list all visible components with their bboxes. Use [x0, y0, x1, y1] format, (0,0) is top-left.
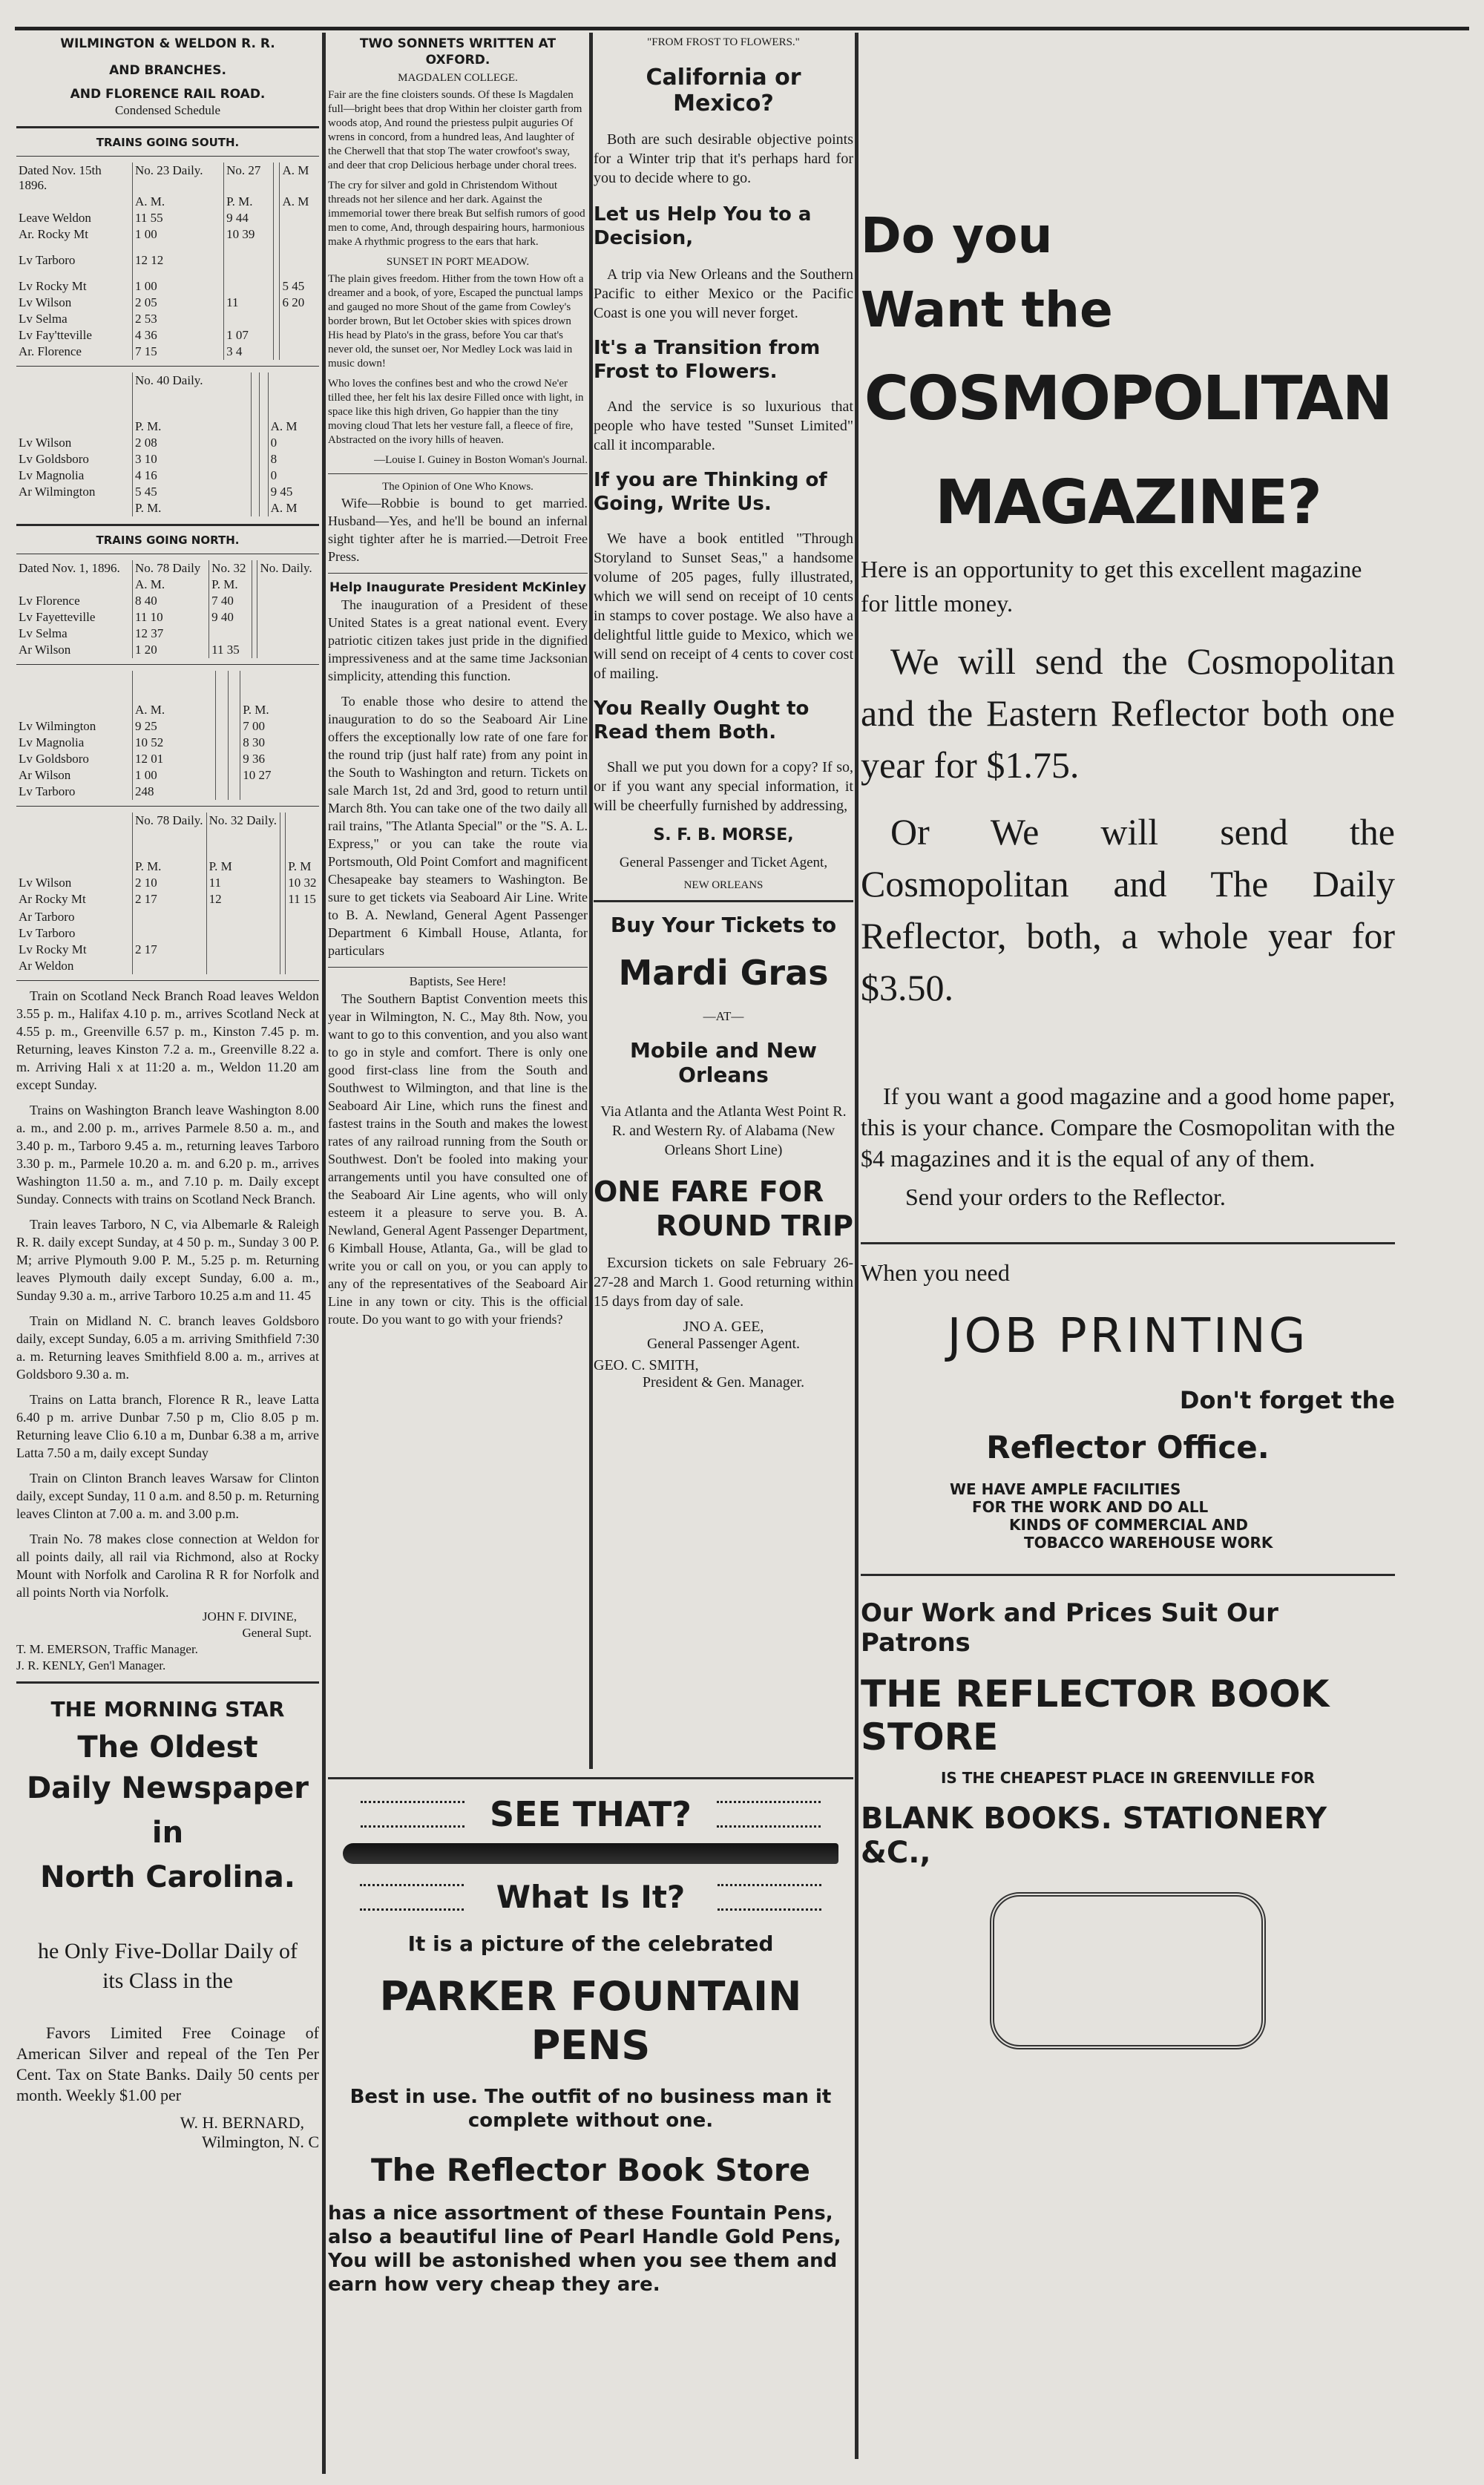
cell: 0 [270, 436, 278, 450]
cosmo-title: COSMOPOLITAN [864, 364, 1392, 434]
pen-ad-body: Best in use. The outfit of no business man it complete without one. [349, 2086, 832, 2132]
railroad-note: Train on Scotland Neck Branch Road leaves Weldon 3.55 p. m., Halifax 4.10 p. m., arrives Scotland Neck at 4.55 p. m., Greenville 6.57 p. m., Kinston 7.45 p. m. Returning, leaves Kinston 7.2 a. m., Greenville 8.22 a. m. Arriving Hali x at 11:20 a. m., Weldon 11.20 am except Sunday. [16, 988, 319, 1092]
cell: Ar Wilmington [16, 484, 133, 500]
cell: Lv Rocky Mt [16, 942, 133, 958]
cell: Lv Goldsboro [16, 451, 133, 467]
cell: Lv Magnolia [16, 735, 133, 751]
cell [280, 311, 319, 327]
cell: Lv Fayetteville [16, 609, 133, 626]
job-printing-line-4: TOBACCO WAREHOUSE WORK [1024, 1534, 1273, 1552]
cell: 5 45 [282, 279, 305, 293]
south-col-1: No. 27 [224, 163, 274, 194]
cell: Lv Selma [16, 626, 133, 642]
north-col-1: No. 32 [209, 560, 252, 577]
mardi-gras-cities: Mobile and New Orleans [630, 1038, 817, 1087]
south-col-0: No. 23 Daily. [133, 163, 224, 194]
north-timetable-2 [16, 671, 319, 800]
mardi-gras-route: Via Atlanta and the Atlanta West Point R. R. and Western Ry. of Alabama (New Orleans Short Line) [600, 1103, 847, 1158]
pen-ad-body-2: has a nice assortment of these Fountain Pens, also a beautiful line of Pearl Handle Gold Pens, You will be astonished when you see them and earn how very cheap they are. [328, 2202, 841, 2296]
cell: 9 40 [209, 609, 252, 626]
mardi-gras-at: —AT— [703, 1009, 744, 1023]
sonnet-signature: —Louise I. Guiney in Boston Woman's Journal. [374, 454, 588, 466]
railroad-note: Trains on Washington Branch leave Washington 8.00 a. m., and 2.00 p. m., arrives Parmele 8.50 a. m., and 3.40 p. m., Tarboro 9.45 a. m., returning leaves Tarboro 3.30 p. m., Parmele 10.20 a. m. and 6.20 p. m., arrives Washington 11.50 a. m., and 7.10 p. m. Daily except Sunday. Connects with trains on Scotland Neck Branch. [16, 1103, 319, 1207]
cell: Lv Goldsboro [16, 751, 133, 767]
sonnet-2-title: SUNSET IN PORT MEADOW. [386, 256, 530, 268]
railroad-note: Train on Clinton Branch leaves Warsaw for Clinton daily, except Sunday, 11 0 a.m. and 8.50 p. m. Returning leaves Clinton at 7.00 a. m. and 3.00 p.m. [16, 1471, 319, 1521]
cosmo-headline-2: Want the [861, 281, 1113, 338]
bookstore-products: BLANK BOOKS. STATIONERY &C., [861, 1802, 1327, 1870]
mardi-gras-fare: ONE FARE FOR [594, 1175, 824, 1208]
cell: 3 4 [224, 344, 274, 360]
cell: 2 05 [133, 295, 224, 311]
cell: P. M. [133, 418, 252, 435]
job-printing-title: JOB PRINTING [947, 1309, 1309, 1364]
bookstore-subtitle: IS THE CHEAPEST PLACE IN GREENVILLE FOR [940, 1769, 1315, 1787]
cell: 1 07 [224, 327, 274, 344]
star-headline-2: Daily Newspaper in [26, 1771, 309, 1850]
sonnet-1-title: MAGDALEN COLLEGE. [398, 72, 518, 84]
travel-h4: If you are Thinking of Going, Write Us. [594, 469, 827, 515]
star-city: Wilmington, N. C [201, 2133, 319, 2151]
bleed-through-margin [1399, 36, 1480, 2462]
ornament-left-2 [360, 1884, 464, 1911]
cell: 248 [133, 784, 216, 800]
cell: P. M. [133, 859, 207, 875]
travel-h5: You Really Ought to Read them Both. [594, 697, 810, 743]
mardi-gras-sign-smith: GEO. C. SMITH, [594, 1357, 699, 1373]
travel-tagline: "FROM FROST TO FLOWERS." [647, 36, 800, 48]
cell: 7 40 [209, 593, 252, 609]
cell: 6 20 [282, 295, 305, 309]
star-body: Favors Limited Free Coinage of American Silver and repeal of the Ten Per Cent. Tax on State Banks. Daily 50 cents per month. Weekly $1.00 per [16, 2023, 319, 2104]
inauguration-body: The inauguration of a President of these United States is a great national event. Every patriotic citizen takes just pride in the dignified impressiveness and at the same time Jacksonian simplicity, attending this function. [328, 597, 588, 683]
railroad-schedule-label: Condensed Schedule [114, 103, 221, 117]
job-printing-office: Reflector Office. [986, 1429, 1270, 1465]
cell: Ar. Rocky Mt [16, 226, 133, 243]
travel-signature-title: General Passenger and Ticket Agent, [619, 855, 828, 870]
cosmo-body-1: Here is an opportunity to get this excellent magazine for little money. [861, 556, 1362, 617]
cell: Lv Florence [16, 593, 133, 609]
cell: A. M [282, 194, 309, 209]
column-divider-3 [855, 33, 858, 2459]
cell: P. M. [209, 577, 252, 593]
cell: 3 10 [133, 451, 252, 467]
cell [280, 243, 319, 269]
cell: 2 08 [133, 435, 252, 451]
cell: 1 00 [133, 226, 224, 243]
cell: Ar. Florence [16, 344, 133, 360]
job-printing-line-2: FOR THE WORK AND DO ALL [972, 1498, 1209, 1516]
south2-col-0: No. 40 Daily. [133, 372, 252, 418]
cell: A. M [270, 501, 298, 515]
railroad-subtitle: AND BRANCHES. [109, 63, 226, 78]
cell: 1 20 [133, 642, 209, 658]
railroad-note: Train on Midland N. C. branch leaves Goldsboro daily, except Sunday, 6.05 a m. arriving Smithfield 7:30 a. m. Returning leaves Smithfield 8.00 a. m., arrives at Goldsboro 9.30 a. m. [16, 1313, 319, 1382]
cell: Ar Rocky Mt [16, 891, 133, 907]
ornament-right [717, 1801, 821, 1828]
sonnet-2b: Who loves the confines best and who the crowd Ne'er tilled thee, her felt his lax desire Filled once with light, in space like this high driven, Go happier than the tiny moving cloud That lets her vesture fall, a fleece of fire, Abstracted on the ivory hills of heaven. [328, 378, 584, 446]
cell: 11 35 [209, 642, 252, 658]
south-timetable-2 [16, 372, 319, 516]
travel-h3: It's a Transition from Frost to Flowers. [594, 337, 821, 383]
cell: 11 55 [133, 210, 224, 226]
mardi-gras-sign-gee-title: General Passenger Agent. [646, 1336, 801, 1352]
cell [280, 327, 319, 344]
column-divider-2 [589, 33, 593, 1769]
cell [16, 418, 133, 435]
pen-ad-intro: It is a picture of the celebrated [407, 1931, 774, 1956]
cell: 1 00 [133, 269, 224, 295]
north-timetable-3 [16, 813, 319, 974]
cell: A. M. [133, 194, 224, 210]
opinion-title: The Opinion of One Who Knows. [382, 481, 533, 493]
pen-ad-headline: SEE THAT? [490, 1794, 692, 1834]
job-printing-line-1: WE HAVE AMPLE FACILITIES [950, 1480, 1181, 1498]
fountain-pen-ad [328, 1770, 853, 2475]
decorative-flourish [990, 1892, 1266, 2049]
cell: Lv Rocky Mt [16, 269, 133, 295]
north-title: TRAINS GOING NORTH. [96, 534, 240, 547]
job-printing-intro: When you need [861, 1259, 1010, 1286]
cell [224, 269, 274, 295]
cell: Lv Fay'tteville [16, 327, 133, 344]
cell: 11 15 [288, 892, 316, 906]
cell: 11 [206, 875, 280, 891]
inauguration-title: Help Inaugurate President McKinley [329, 580, 587, 595]
cell: A. M. [133, 702, 216, 718]
cell: 0 [270, 468, 278, 482]
cell: A. M. [133, 577, 209, 593]
inauguration-body-2: To enable those who desire to attend the inauguration to do so the Seaboard Air Line offers the exceptionally low rate of one fare for the round trip (just half rate) from any point in the South to Washington and return. Tickets on sale March 1st, 2d and 3rd, good to return until March 8th. You can take one of the two daily all rail trains, "The Atlanta Special" or the "S. A. L. Express," or you can take the route via Portsmouth, Old Point Comfort and magnificent Chesapeake bay steamers to Washington. Be sure to get tickets via Seaboard Air Line. Write to B. A. Newland, General Agent Passenger Department 6 Kimball House, Atlanta, for particulars [328, 694, 588, 958]
railroad-note: Train No. 78 makes close connection at Weldon for all points daily, all rail via Richmond, also at Rocky Mount with Norfolk and Carolina R R for Norfolk and all points North via Norfolk. [16, 1532, 319, 1600]
cell: Ar Wilson [16, 642, 133, 658]
cell: Lv Selma [16, 311, 133, 327]
star-headline-3: North Carolina. [40, 1860, 295, 1894]
south-timetable [16, 163, 319, 360]
fountain-pen-illustration [343, 1843, 838, 1864]
travel-p1: Both are such desirable objective points for a Winter trip that it's perhaps hard for you to decide where to go. [594, 131, 853, 186]
cell: Lv Tarboro [16, 784, 133, 800]
north3-col-1: No. 32 Daily. [206, 813, 280, 859]
cell [16, 194, 133, 210]
cell: 5 45 [133, 484, 252, 500]
pen-ad-store: The Reflector Book Store [371, 2152, 810, 2188]
cell: 4 16 [133, 467, 252, 484]
cell: 9 36 [243, 752, 265, 766]
mardi-gras-round-trip: ROUND TRIP [655, 1209, 853, 1242]
south-col-3: A. M [282, 163, 309, 177]
star-body-2: its Class in the [102, 1969, 233, 1993]
cell: 10 39 [224, 226, 274, 243]
cell: 2 10 [133, 875, 207, 891]
cell: 10 32 [288, 876, 317, 890]
cell: P. M [288, 859, 312, 873]
sonnet-2: The plain gives freedom. Hither from the town How oft a dreamer and a book, of yore, Escaped the punctual lamps and gauged no more Shout of the game from Cowley's border brown, But let October skies with spices drown His head by Plato's in the grass, before You car that's never old, the sunset oer, Nor Medley Lock was laid in music down! [328, 273, 584, 370]
cosmo-body-2: If you want a good magazine and a good home paper, this is your chance. Compare the Cosmopolitan with the $4 magazines and it is the equal of any of them. [861, 1083, 1395, 1172]
cell: Lv Wilson [16, 875, 133, 891]
signature-kenly: J. R. KENLY, Gen'l Manager. [16, 1658, 166, 1672]
south-dated: Dated Nov. 15th 1896. [16, 163, 133, 194]
cell: 8 30 [243, 735, 265, 749]
job-printing-reminder: Don't forget the [1179, 1386, 1395, 1414]
sonnet-title: TWO SONNETS WRITTEN AT OXFORD. [359, 36, 556, 68]
cell [280, 210, 319, 226]
travel-p2: A trip via New Orleans and the Southern Pacific to either Mexico or the Pacific Coast is one you will never forget. [594, 266, 853, 321]
cell: Ar Wilson [16, 767, 133, 784]
north-col-3: No. Daily. [260, 561, 312, 575]
mardi-gras-sign-gee: JNO A. GEE, [683, 1319, 764, 1335]
cosmo-body-3: Send your orders to the Reflector. [905, 1184, 1226, 1210]
cell: Lv Wilmington [16, 718, 133, 735]
cell: 4 36 [133, 327, 224, 344]
cell: 2 17 [133, 942, 207, 958]
railroad-title: WILMINGTON & WELDON R. R. [60, 36, 275, 51]
cell: 12 12 [133, 243, 224, 269]
pen-ad-brand: PARKER FOUNTAIN PENS [379, 1973, 802, 2069]
opinion-body: Wife—Robbie is bound to get married. Husband—Yes, and he'll be bound an infernal sight tighter after he is married.—Detroit Free Press. [328, 496, 588, 564]
signature-emerson: T. M. EMERSON, Traffic Manager. [16, 1642, 198, 1656]
cell: P. M. [224, 194, 274, 210]
mardi-gras-title: Mardi Gras [618, 953, 829, 993]
signature-divine-title: General Supt. [242, 1626, 312, 1640]
cell [280, 226, 319, 243]
job-printing-line-3: KINDS OF COMMERCIAL AND [1009, 1516, 1248, 1534]
cell: 9 25 [133, 718, 216, 735]
cell: 11 [224, 295, 274, 311]
cell: 12 37 [133, 626, 209, 642]
cell: Leave Weldon [16, 210, 133, 226]
bookstore-title: THE REFLECTOR BOOK STORE [861, 1672, 1330, 1759]
cell: Lv Wilson [16, 435, 133, 451]
north3-col-0: No. 78 Daily. [133, 813, 207, 859]
cell: Ar Weldon [16, 958, 133, 974]
cell [280, 344, 319, 360]
cell: 2 53 [133, 311, 224, 327]
cell: Lv Wilson [16, 295, 133, 311]
railroad-column [16, 36, 319, 2477]
star-headline-1: The Oldest [77, 1730, 258, 1765]
cosmo-offer-2: Or We will send the Cosmopolitan and The Daily Reflector, both, a whole year for $3.50. [861, 811, 1395, 1008]
star-signature: W. H. BERNARD, [180, 2113, 304, 2132]
cell [224, 243, 274, 269]
cell: P. M. [243, 703, 269, 717]
cosmo-headline-1: Do you [861, 207, 1053, 264]
travel-p4: We have a book entitled "Through Storyland to Sunset Seas," a handsome volume of 205 pages, fully illustrated, which we will send on receipt of 10 cents in stamps to cover postage. We also have a delightful little guide to Mexico, which we will send on receipt of 4 cents to cover cost of mailing. [594, 531, 853, 682]
north-dated: Dated Nov. 1, 1896. [16, 560, 133, 577]
south-title: TRAINS GOING SOUTH. [96, 136, 240, 149]
cell: 11 10 [133, 609, 209, 626]
star-body-1: he Only Five-Dollar Daily of [38, 1939, 298, 1963]
cosmo-offer-1: We will send the Cosmopolitan and the Eastern Reflector both one year for $1.75. [861, 640, 1395, 786]
south-col-2 [273, 163, 280, 194]
top-rule [15, 27, 1469, 30]
pen-ad-question: What Is It? [496, 1879, 686, 1915]
mardi-gras-details: Excursion tickets on sale February 26-27-28 and March 1. Good returning within 15 days from day of sale. [594, 1255, 853, 1310]
ornament-right-2 [718, 1884, 821, 1911]
star-title: THE MORNING STAR [50, 1697, 285, 1721]
ornament-left [361, 1801, 464, 1828]
travel-p5: Shall we put you down for a copy? If so, or if you want any special information, it will be cheerfully furnished by addressing, [594, 759, 853, 814]
cell: 10 27 [243, 768, 272, 782]
cell: 9 44 [224, 210, 274, 226]
travel-h2: Let us Help You to a Decision, [594, 203, 812, 249]
travel-p3: And the service is so luxurious that people who have tested "Sunset Limited" call it incomparable. [594, 398, 853, 453]
cell: Ar Tarboro [16, 909, 133, 925]
sonnet-1: Fair are the fine cloisters sounds. Of these Is Magdalen full—bright bees that drop Within her cloister garth from woods atop, And round the priestess pulpit auguries Of wrens in concord, from a hundred leas, And laughter of the Cherwell that that stop The water crowfoot's sway, and deer that crop Delicious herbage under choral trees. [328, 89, 582, 171]
cell: Lv Tarboro [16, 243, 133, 269]
cell: 8 [270, 452, 278, 466]
mardi-gras-sign-smith-title: President & Gen. Manager. [642, 1374, 805, 1391]
cell: A. M [270, 419, 298, 433]
cell: 12 01 [133, 751, 216, 767]
cell: P. M [206, 859, 280, 875]
travel-signature-city: NEW ORLEANS [683, 879, 764, 891]
cell: 7 00 [243, 719, 265, 733]
cell: 1 00 [133, 767, 216, 784]
travel-headline: California or Mexico? [646, 65, 801, 116]
cell: 7 15 [133, 344, 224, 360]
bookstore-tagline: Our Work and Prices Suit Our Patrons [861, 1598, 1278, 1658]
railroad-subtitle-2: AND FLORENCE RAIL ROAD. [70, 87, 266, 102]
baptist-title: Baptists, See Here! [409, 974, 507, 988]
railroad-note: Train leaves Tarboro, N C, via Albemarle & Raleigh R. R. daily except Sunday, at 4 50 p. m., Sunday 3 00 P. M; arrive Plymouth 9.00 P. M., 5.25 p. m. Returning leaves Plymouth daily except Sunday, 6.00 a. m., Sunday 9.30 a. m., arrive Tarboro 10.25 a.m and 11. 45 [16, 1217, 319, 1303]
cell: 2 17 [133, 891, 207, 907]
signature-divine: JOHN F. DIVINE, [202, 1609, 297, 1624]
north-timetable [16, 560, 319, 658]
cosmopolitan-column [861, 36, 1395, 2462]
sonnet-1b: The cry for silver and gold in Christendom Without threads not her silence and her dark. Against the immemorial tower there break But selfish rumors of good men to come, And, through despairing hours, harmonious make A rhythmic progress to the ears that hark. [328, 180, 585, 248]
cell: Lv Magnolia [16, 467, 133, 484]
cell: Lv Tarboro [16, 925, 133, 942]
cell [224, 311, 274, 327]
railroad-note: Trains on Latta branch, Florence R R., leave Latta 6.40 p m. arrive Dunbar 7.50 p m, Clio 8.05 p m. Returning leave Clio 6.10 a m, Dunbar 6.38 a m, arrive Latta 7.50 a m, daily except Sunday [16, 1392, 319, 1460]
cell: P. M. [133, 500, 252, 516]
sonnets-column [328, 36, 588, 1772]
cosmo-title-2: MAGAZINE? [934, 467, 1321, 538]
baptist-body: The Southern Baptist Convention meets this year in Wilmington, N. C., May 8th. Now, you want to go to this convention, and you also want to go in style and comfort. There is only one good first-class line from the South and Southwest to Wilmington, and that line is the Seaboard Air Line, which runs the finest and fastest trains in the South and makes the lowest rates of any railroad running from the South or Southwest. Don't be fooled into making your arrangements until you have consulted one of the Seaboard Air Line agents, who will only esteem it a pleasure to serve you. B. A. Newland, General Agent Passenger Department, 6 Kimball House, Atlanta, Ga., will be glad to write you or call on you, or you can apply to any of the representatives of the Seaboard Air Line in any town or city. This is the official route. Do you want to go with your friends? [328, 991, 588, 1327]
cell: 12 [206, 891, 280, 907]
cell: 9 45 [270, 485, 293, 499]
mardi-gras-intro: Buy Your Tickets to [610, 913, 837, 937]
column-divider-1 [322, 33, 326, 2474]
cell: 8 40 [133, 593, 209, 609]
north-col-0: No. 78 Daily [133, 560, 209, 577]
travel-signature: S. F. B. MORSE, [653, 826, 794, 844]
cell: 10 52 [133, 735, 216, 751]
